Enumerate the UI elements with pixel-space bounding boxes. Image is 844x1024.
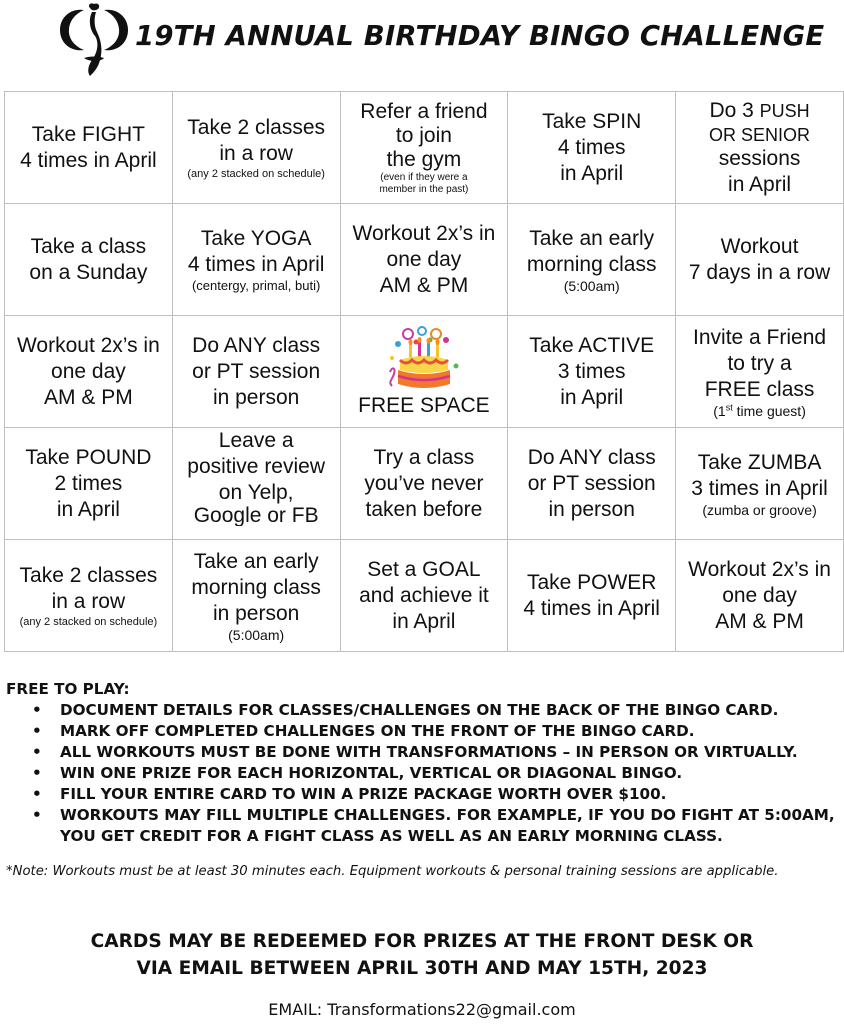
bingo-grid <box>4 91 844 652</box>
bingo-row <box>5 428 844 540</box>
bingo-cell[interactable] <box>508 428 676 540</box>
cell-text: Take ACTIVE <box>529 333 655 357</box>
cell-text: Workout 2x’s in <box>352 221 496 245</box>
bingo-cell[interactable] <box>172 92 340 204</box>
cell-note: (zumba or groove) <box>702 501 817 518</box>
rules-item: • WIN ONE PRIZE FOR EACH HORIZONTAL, VERTICAL OR DIAGONAL BINGO. <box>6 763 836 784</box>
cell-text: Take an early <box>193 549 319 573</box>
bingo-cell[interactable] <box>340 204 508 316</box>
birthday-cake-icon <box>386 326 462 392</box>
cell-text: 3 times <box>557 359 626 383</box>
email-line[interactable]: EMAIL: Transformations22@gmail.com <box>268 1000 576 1019</box>
bingo-cell[interactable] <box>508 316 676 428</box>
cell-text: Take POWER <box>526 570 657 594</box>
rules-item: • FILL YOUR ENTIRE CARD TO WIN A PRIZE PACKAGE WORTH OVER $100. <box>6 784 836 805</box>
bingo-row <box>5 92 844 204</box>
note-text: *Note: Workouts must be at least 30 minutes each. Equipment workouts & personal training sessions are applicable. <box>6 864 779 879</box>
rules-item: • WORKOUTS MAY FILL MULTIPLE CHALLENGES. FOR EXAMPLE, IF YOU DO FIGHT AT 5:00AM, YOU GET CREDIT FOR A FIGHT CLASS AS WELL AS AN EARLY MORNING CLASS. <box>6 805 836 847</box>
cell-text: Take 2 classes <box>19 563 158 587</box>
cell-text: in April <box>392 609 456 633</box>
cell-text: Take an early <box>529 226 655 250</box>
cell-text: Try a class <box>373 445 475 469</box>
bingo-cell[interactable] <box>5 316 173 428</box>
cell-text: Google or FB <box>193 506 319 526</box>
cell-text: taken before <box>365 497 483 521</box>
cell-text: on a Sunday <box>29 260 148 284</box>
bingo-cell[interactable] <box>676 428 844 540</box>
cell-text: in person <box>212 601 300 625</box>
cell-text: 4 times <box>557 135 626 159</box>
cell-text: AM & PM <box>379 273 469 297</box>
rules-item: • ALL WORKOUTS MUST BE DONE WITH TRANSFORMATIONS – IN PERSON OR VIRTUALLY. <box>6 742 836 763</box>
bingo-row <box>5 316 844 428</box>
cell-note: (centergy, primal, buti) <box>191 277 321 293</box>
bingo-cell[interactable] <box>5 540 173 652</box>
bingo-cell[interactable] <box>5 204 173 316</box>
cell-text: Invite a Friend <box>693 325 827 349</box>
cell-text: Workout 2x’s in <box>688 557 831 581</box>
cell-text: Take ZUMBA <box>697 450 822 474</box>
bingo-cell[interactable] <box>5 428 173 540</box>
cell-text: Take YOGA <box>200 226 312 250</box>
cell-note: (5:00am) <box>563 277 620 294</box>
bingo-cell[interactable] <box>340 428 508 540</box>
cell-text: in person <box>212 385 300 409</box>
cell-text: in a row <box>51 589 126 613</box>
cell-text: Workout <box>720 234 799 258</box>
redeem-line: VIA EMAIL BETWEEN APRIL 30TH AND MAY 15TH, 2023 <box>136 958 708 979</box>
cell-text: 4 times in April <box>523 596 660 620</box>
cell-text: AM & PM <box>715 609 804 633</box>
rules-section <box>6 679 836 847</box>
bingo-cell[interactable] <box>172 204 340 316</box>
cell-text: 3 times in April <box>691 476 828 500</box>
cell-text: Do ANY class <box>192 333 321 357</box>
cell-text: morning class <box>526 252 657 276</box>
cell-text: Do ANY class <box>527 445 656 469</box>
cell-text-part: Do 3 <box>709 98 760 122</box>
cell-note-part: time guest) <box>732 402 806 419</box>
cell-text: Set a GOAL <box>367 557 481 581</box>
cell-text: to try a <box>727 351 792 375</box>
cell-note-part: (1 <box>713 402 726 419</box>
cell-note: (even if they were a <box>380 171 468 183</box>
cell-text: you’ve never <box>364 471 484 495</box>
cell-text: morning class <box>191 575 321 599</box>
redeem-notice <box>0 928 844 982</box>
cell-text: FREE class <box>704 377 815 401</box>
bingo-cell[interactable] <box>508 540 676 652</box>
cell-text: 2 times <box>54 471 123 495</box>
cell-text: Leave a <box>218 429 294 452</box>
redeem-line: CARDS MAY BE REDEEMED FOR PRIZES AT THE FRONT DESK OR <box>90 931 754 952</box>
cell-text: AM & PM <box>44 385 133 409</box>
cell-note: member in the past) <box>379 183 469 195</box>
cell-note-sup: st <box>725 401 733 412</box>
logo-icon <box>54 2 134 78</box>
cell-text: in April <box>560 385 624 409</box>
cell-text: 4 times in April <box>187 252 325 276</box>
rules-list <box>6 700 836 847</box>
cell-text: in April <box>56 497 120 521</box>
bingo-row <box>5 540 844 652</box>
bingo-cell[interactable] <box>172 316 340 428</box>
cell-text: Take SPIN <box>542 109 642 133</box>
cell-text <box>678 98 841 124</box>
cell-text: positive review <box>187 455 326 478</box>
cell-note: (any 2 stacked on schedule) <box>19 615 158 628</box>
cell-text: Take 2 classes <box>187 115 326 139</box>
bingo-cell[interactable] <box>172 540 340 652</box>
cell-text: or PT session <box>527 471 656 495</box>
cell-text: in April <box>728 172 792 196</box>
cell-note <box>678 403 841 419</box>
cell-text: one day <box>386 247 462 271</box>
bingo-cell[interactable] <box>340 540 508 652</box>
cell-text: Take a class <box>30 234 147 258</box>
bingo-cell[interactable] <box>676 316 844 428</box>
cell-text-part: PUSH <box>759 100 810 121</box>
cell-text: Refer a friend <box>360 99 488 123</box>
cell-text: in a row <box>219 141 293 165</box>
header <box>0 0 844 88</box>
cell-note: (5:00am) <box>228 626 285 643</box>
bingo-cell[interactable] <box>172 428 340 540</box>
cell-note: (any 2 stacked on schedule) <box>187 167 325 180</box>
cell-text: Take POUND <box>25 445 152 469</box>
bingo-cell[interactable] <box>508 204 676 316</box>
cell-text: 7 days in a row <box>688 260 831 284</box>
cell-text: or PT session <box>192 359 321 383</box>
page-title: 19TH ANNUAL BIRTHDAY BINGO CHALLENGE <box>135 20 825 52</box>
cell-text: one day <box>51 359 126 383</box>
bingo-row <box>5 204 844 316</box>
cell-text: OR SENIOR <box>709 124 811 145</box>
bingo-cell[interactable] <box>676 204 844 316</box>
cell-text: on Yelp, <box>218 481 294 504</box>
cell-text: the gym <box>386 147 462 171</box>
cell-text: Workout 2x’s in <box>16 333 160 357</box>
cell-text: in person <box>548 497 635 521</box>
cell-text: 4 times in April <box>20 148 157 172</box>
bingo-cell[interactable] <box>676 540 844 652</box>
free-space-label: FREE SPACE <box>358 393 490 417</box>
cell-text: sessions <box>718 146 801 170</box>
rules-item: • MARK OFF COMPLETED CHALLENGES ON THE FRONT OF THE BINGO CARD. <box>6 721 836 742</box>
bingo-cell[interactable] <box>676 92 844 204</box>
cell-text: to join <box>395 123 452 147</box>
cell-text: and achieve it <box>359 583 489 607</box>
bingo-cell[interactable] <box>508 92 676 204</box>
cell-text: one day <box>722 583 797 607</box>
cell-text: in April <box>560 161 624 185</box>
cell-text: Take FIGHT <box>31 122 145 146</box>
rules-item: • DOCUMENT DETAILS FOR CLASSES/CHALLENGES ON THE BACK OF THE BINGO CARD. <box>6 700 836 721</box>
bingo-cell[interactable] <box>5 92 173 204</box>
rules-heading: FREE TO PLAY: <box>6 680 130 698</box>
free-space-cell[interactable] <box>340 316 508 428</box>
bingo-cell[interactable] <box>340 92 508 204</box>
